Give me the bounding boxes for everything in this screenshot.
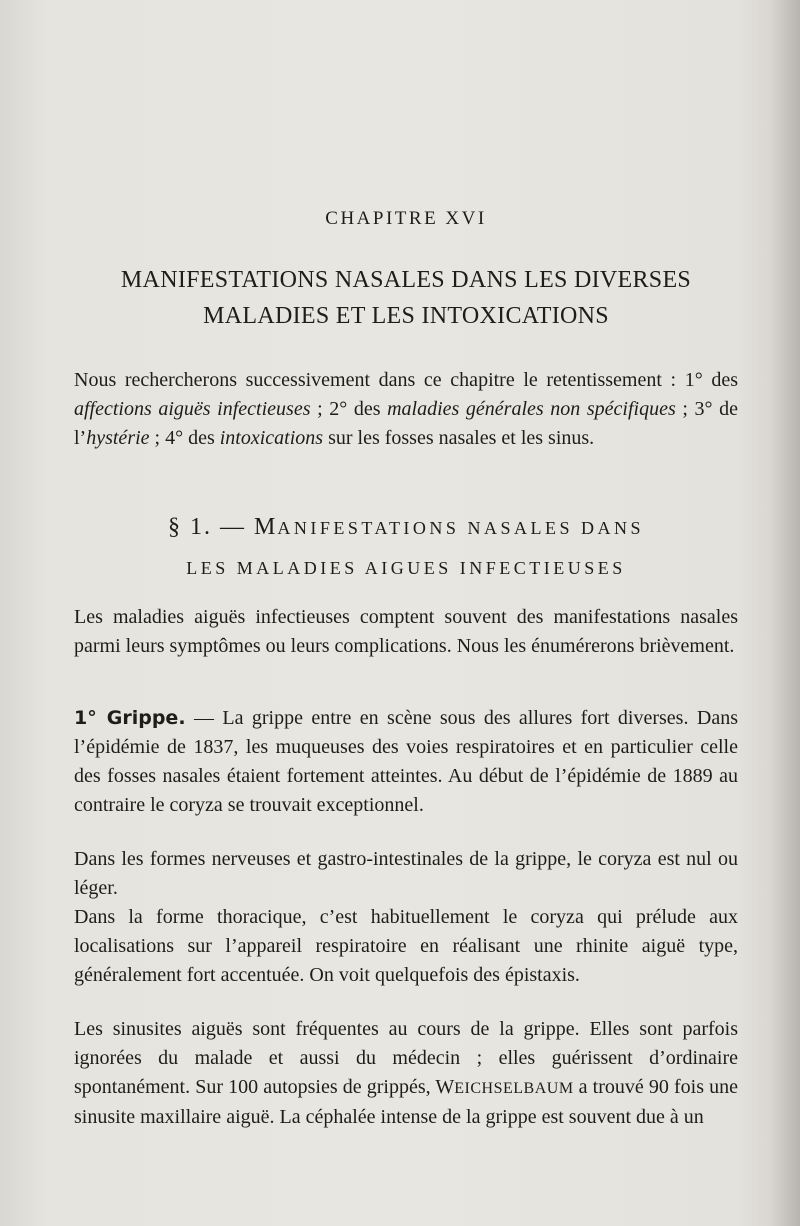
chapter-title-line-1: MANIFESTATIONS NASALES DANS LES DIVERSES bbox=[120, 267, 692, 293]
section-number: § 1. — bbox=[168, 514, 247, 540]
grippe-heading: 1° Grippe. bbox=[74, 707, 186, 729]
sinusites-text-2: a trouvé 90 fois une sinusite maxillaire aiguë. La céphalée intense de la grippe est souvent due à un bbox=[74, 1076, 738, 1128]
intro-text-2: ; 2° des bbox=[310, 398, 388, 420]
intro-italic-1: affections aiguës infectieuses bbox=[74, 398, 311, 420]
intro-text-5: sur les fosses nasales et les sinus. bbox=[323, 427, 595, 449]
paragraph-sinusites bbox=[74, 1015, 738, 1132]
page-edge-shadow bbox=[770, 0, 800, 1226]
author-name-initial: W bbox=[435, 1076, 455, 1098]
paragraph-intro-maladies: Les maladies aiguës infectieuses comptent souvent des manifestations nasales parmi leurs symptômes ou leurs complications. Nous les énumérerons brièvement. bbox=[74, 606, 738, 657]
intro-paragraph bbox=[74, 366, 738, 453]
intro-text-1: Nous rechercherons successivement dans ce chapitre le retentissement : 1° des bbox=[74, 369, 738, 391]
author-name-rest: EICHSELBAUM bbox=[454, 1080, 574, 1097]
section-heading-line-1 bbox=[74, 508, 738, 547]
chapter-title-line-2: MALADIES ET LES INTOXICATIONS bbox=[203, 303, 609, 329]
paragraph-grippe bbox=[74, 704, 738, 820]
intro-italic-3: hystérie bbox=[86, 427, 150, 449]
chapter-label: CHAPITRE XVI bbox=[325, 208, 487, 229]
section-heading-initial: M bbox=[254, 514, 278, 540]
intro-text-3: ; 3° de l’ bbox=[74, 398, 739, 449]
section-heading-line-2: LES MALADIES AIGUES INFECTIEUSES bbox=[186, 558, 626, 578]
chapter-title bbox=[74, 262, 738, 334]
intro-text-4: ; 4° des bbox=[149, 427, 220, 449]
paragraph-formes-nerveuses: Dans les formes nerveuses et gastro-intestinales de la grippe, le coryza est nul ou léger. bbox=[74, 848, 738, 899]
section-heading-rest: ANIFESTATIONS NASALES DANS bbox=[277, 518, 644, 538]
paragraph-forme-thoracique: Dans la forme thoracique, c’est habituellement le coryza qui prélude aux localisations sur l’appareil respiratoire en réalisant une rhinite aiguë type, généralement fort accentuée. On voit quelquefois des épistaxis. bbox=[74, 906, 738, 986]
intro-italic-4: intoxications bbox=[219, 427, 324, 449]
sinusites-text-1: Les sinusites aiguës sont fréquentes au cours de la grippe. Elles sont parfois ignorées du malade et aussi du médecin ; elles guérissent d’ordinaire spontanément. Sur 100 autopsies de grippés, bbox=[74, 1018, 738, 1098]
section-heading bbox=[74, 508, 738, 585]
grippe-text: — La grippe entre en scène sous des allures fort diverses. Dans l’épidémie de 1837, les muqueuses des voies respiratoires et en particulier celle des fosses nasales étaient fortement atteintes. Au début de l’épidémie de 1889 au contraire le coryza se trouvait exceptionnel. bbox=[74, 707, 738, 816]
intro-italic-2: maladies générales non spécifiques bbox=[387, 398, 676, 420]
